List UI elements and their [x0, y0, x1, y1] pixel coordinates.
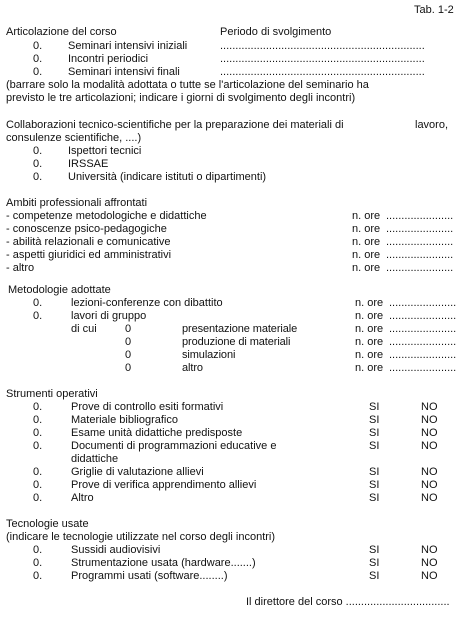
sub-item-mark: 0: [125, 362, 132, 374]
list-item-label: Esame unità didattiche predisposte: [71, 427, 243, 439]
list-item-label: Seminari intensivi iniziali: [68, 40, 188, 52]
list-item-mark: 0.: [33, 479, 43, 491]
list-item-label: Ispettori tecnici: [68, 145, 142, 157]
si-option: SI: [369, 440, 380, 452]
list-item-mark: 0.: [33, 158, 43, 170]
list-item-label-cont: didattiche: [71, 453, 119, 465]
table-number: Tab. 1-2: [414, 4, 454, 16]
sub-item-mark: 0: [125, 336, 132, 348]
ore-label: n. ore: [352, 236, 381, 248]
no-option: NO: [421, 557, 438, 569]
fill-in-dots: ......................: [386, 249, 454, 261]
note-line: (barrare solo la modalità adottata o tutte se l'articolazione del seminario ha: [6, 79, 369, 91]
list-item-label: Prove di verifica apprendimento allievi: [71, 479, 257, 491]
list-item-label: Incontri periodici: [68, 53, 149, 65]
list-item-label: IRSSAE: [68, 158, 109, 170]
list-item-mark: 0.: [33, 66, 43, 78]
collaborazioni-heading-line2: consulenze scientifiche, ....): [6, 132, 142, 144]
list-item-label: Griglie di valutazione allievi: [71, 466, 204, 478]
si-option: SI: [369, 557, 380, 569]
ore-label: n. ore: [352, 223, 381, 235]
note-line: previsto le tre articolazioni; indicare i giorni di svolgimento degli incontri): [6, 92, 356, 104]
list-item-mark: 0.: [33, 310, 43, 322]
tecnologie-subheading: (indicare le tecnologie utilizzate nel corso degli incontri): [6, 531, 276, 543]
fill-in-dots: ......................: [386, 223, 454, 235]
no-option: NO: [421, 440, 438, 452]
list-item-label: Università (indicare istituti o dipartimenti): [68, 171, 267, 183]
list-item-mark: 0.: [33, 401, 43, 413]
list-item-mark: 0.: [33, 171, 43, 183]
list-item-label: Sussidi audiovisivi: [71, 544, 161, 556]
fill-in-dots: ......................: [386, 262, 454, 274]
sub-item-label: produzione di materiali: [182, 336, 291, 348]
articolazione-heading: Articolazione del corso: [6, 26, 117, 38]
list-item-mark: 0.: [33, 297, 43, 309]
list-item-mark: 0.: [33, 492, 43, 504]
sub-item-mark: 0: [125, 323, 132, 335]
ore-label: n. ore: [352, 262, 381, 274]
metodologie-heading: Metodologie adottate: [8, 284, 111, 296]
sub-item-label: presentazione materiale: [182, 323, 298, 335]
collaborazioni-heading: Collaborazioni tecnico-scientifiche per la preparazione dei materiali di: [6, 119, 344, 131]
ore-label: n. ore: [355, 362, 384, 374]
ore-label: n. ore: [355, 310, 384, 322]
list-item-label: Altro: [71, 492, 94, 504]
signature-line: Il direttore del corso ..................................: [246, 596, 450, 608]
list-item-label: - competenze metodologiche e didattiche: [6, 210, 207, 222]
tecnologie-heading: Tecnologie usate: [6, 518, 89, 530]
list-item-label: Materiale bibliografico: [71, 414, 178, 426]
fill-in-dots: ......................: [389, 349, 457, 361]
ambiti-heading: Ambiti professionali affrontati: [6, 197, 148, 209]
list-item-mark: 0.: [33, 466, 43, 478]
fill-in-dots: ......................: [389, 336, 457, 348]
no-option: NO: [421, 479, 438, 491]
no-option: NO: [421, 492, 438, 504]
list-item-label: - abilità relazionali e comunicative: [6, 236, 171, 248]
sub-item-mark: 0: [125, 349, 132, 361]
fill-in-dots: ...................................................................: [220, 66, 425, 78]
ore-label: n. ore: [352, 210, 381, 222]
list-item-label: lavori di gruppo: [71, 310, 147, 322]
si-option: SI: [369, 466, 380, 478]
list-item-mark: 0.: [33, 53, 43, 65]
fill-in-dots: ......................: [389, 362, 457, 374]
fill-in-dots: ......................: [386, 210, 454, 222]
list-item-mark: 0.: [33, 557, 43, 569]
sub-item-label: simulazioni: [182, 349, 236, 361]
fill-in-dots: ......................: [389, 323, 457, 335]
si-option: SI: [369, 544, 380, 556]
list-item-label: Strumentazione usata (hardware.......): [71, 557, 256, 569]
fill-in-dots: ......................: [389, 297, 457, 309]
list-item-label: - altro: [6, 262, 35, 274]
list-item-mark: 0.: [33, 145, 43, 157]
list-item-label: - aspetti giuridici ed amministrativi: [6, 249, 172, 261]
sub-item-label: altro: [182, 362, 203, 374]
strumenti-heading: Strumenti operativi: [6, 388, 98, 400]
si-option: SI: [369, 414, 380, 426]
list-item-mark: 0.: [33, 40, 43, 52]
si-option: SI: [369, 427, 380, 439]
no-option: NO: [421, 570, 438, 582]
si-option: SI: [369, 479, 380, 491]
ore-label: n. ore: [355, 336, 384, 348]
list-item-label: Prove di controllo esiti formativi: [71, 401, 224, 413]
si-option: SI: [369, 401, 380, 413]
ore-label: n. ore: [355, 349, 384, 361]
list-item-label: lezioni-conferenze con dibattito: [71, 297, 223, 309]
no-option: NO: [421, 401, 438, 413]
si-option: SI: [369, 570, 380, 582]
ore-label: n. ore: [352, 249, 381, 261]
no-option: NO: [421, 544, 438, 556]
ore-label: n. ore: [355, 323, 384, 335]
no-option: NO: [421, 414, 438, 426]
list-item-label: Programmi usati (software........): [71, 570, 228, 582]
di-cui-label: di cui: [71, 323, 97, 335]
list-item-mark: 0.: [33, 570, 43, 582]
si-option: SI: [369, 492, 380, 504]
fill-in-dots: ...................................................................: [220, 53, 425, 65]
no-option: NO: [421, 466, 438, 478]
list-item-mark: 0.: [33, 427, 43, 439]
no-option: NO: [421, 427, 438, 439]
fill-in-dots: ...................................................................: [220, 40, 425, 52]
list-item-label: - conoscenze psico-pedagogiche: [6, 223, 167, 235]
collaborazioni-heading-cont: lavoro,: [415, 119, 449, 131]
list-item-label: Seminari intensivi finali: [68, 66, 180, 78]
list-item-label: Documenti di programmazioni educative e: [71, 440, 277, 452]
fill-in-dots: ......................: [389, 310, 457, 322]
ore-label: n. ore: [355, 297, 384, 309]
list-item-mark: 0.: [33, 440, 43, 452]
periodo-heading: Periodo di svolgimento: [220, 26, 332, 38]
list-item-mark: 0.: [33, 544, 43, 556]
list-item-mark: 0.: [33, 414, 43, 426]
fill-in-dots: ......................: [386, 236, 454, 248]
